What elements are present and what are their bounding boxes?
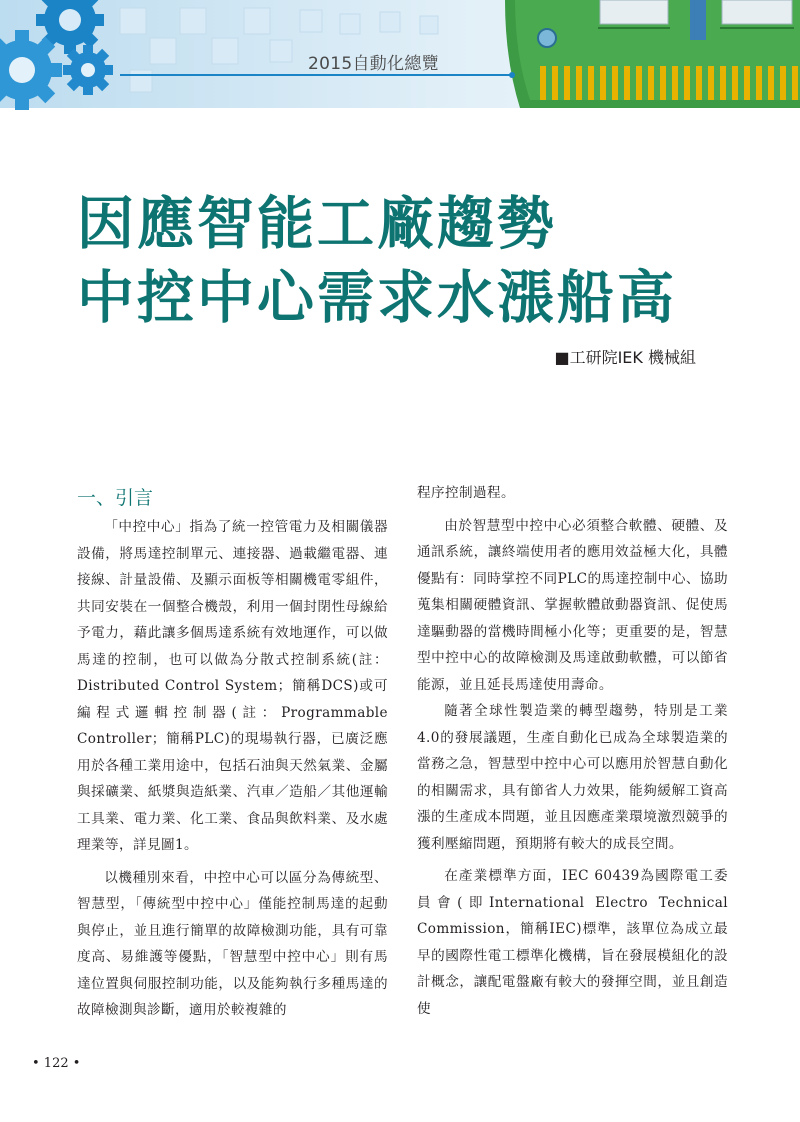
body-paragraph: 「中控中心」指為了統一控管電力及相關儀器設備，將馬達控制單元、連接器、過載繼電器、連接線、計量設備、及顯示面板等相關機電零組件，共同安裝在一個整合機殼，利用一個封閉性母線給予電力，藉此讓多個馬達系統有效地運作，可以做馬達的控制，也可以做為分散式控制系統(註：Distributed Control System；簡稱DCS)或可編程式邏輯控制器(註：Programmable Controller；簡稱PLC)的現場執行器，已廣泛應用於各種工業用途中，包括石油與天然氣業、金屬與採礦業、紙漿與造紙業、汽車／造船／其他運輸工具業、電力業、化工業、食品與飲料業、及水處理業等，詳見圖1。 — [77, 519, 388, 853]
circuit-board-icon — [505, 0, 800, 108]
article-title — [77, 187, 677, 335]
title-line-2: 中控中心需求水漲船高 — [77, 265, 677, 331]
body-paragraph: 隨著全球性製造業的轉型趨勢，特別是工業4.0的發展議題，生產自動化已成為全球製造業的當務之急，智慧型中控中心可以應用於智慧自動化的相關需求，具有節省人力效果，能夠緩解工資高漲的生產成本問題，並且因應產業環境激烈競爭的獲利壓縮問題，預期將有較大的成長空間。 — [417, 703, 728, 852]
section-heading: 一、引言 — [77, 487, 154, 509]
body-paragraph: 由於智慧型中控中心必須整合軟體、硬體、及通訊系統，讓終端使用者的應用效益極大化，具體優點有：同時掌控不同PLC的馬達控制中心、協助蒐集相關硬體資訊、掌握軟體啟動器資訊、促使馬達驅動器的當機時間極小化等；更重要的是，智慧型中控中心的故障檢測及馬達啟動軟體，可以節省能源，並且延長馬達使用壽命。 — [417, 517, 728, 693]
continued-paragraph: 程序控制過程。 — [417, 485, 515, 501]
body-paragraph: 在產業標準方面，IEC 60439為國際電工委員會(即International Electro Technical Commission，簡稱IEC)標準，該單位為成立最早的國際性電工標準化機構，旨在發展模組化的設計概念，讓配電盤廠有較大的發揮空間，並且創造使 — [417, 868, 728, 1017]
left-column — [77, 480, 388, 1024]
page-number: • 122 • — [32, 1056, 81, 1071]
body-paragraph: 以機種別來看，中控中心可以區分為傳統型、智慧型，「傳統型中控中心」僅能控制馬達的起動與停止，並且進行簡單的故障檢測功能，具有可靠度高、易維護等優點，「智慧型中控中心」則有馬達位置與伺服控制功能，以及能夠執行多種馬達的故障檢測與診斷，適用於較複雜的 — [77, 869, 388, 1018]
title-line-1: 因應智能工廠趨勢 — [77, 191, 557, 257]
right-column — [417, 480, 728, 1022]
running-header: 2015自動化總覽 — [308, 54, 439, 74]
author-byline: ■工研院IEK 機械組 — [554, 348, 696, 367]
